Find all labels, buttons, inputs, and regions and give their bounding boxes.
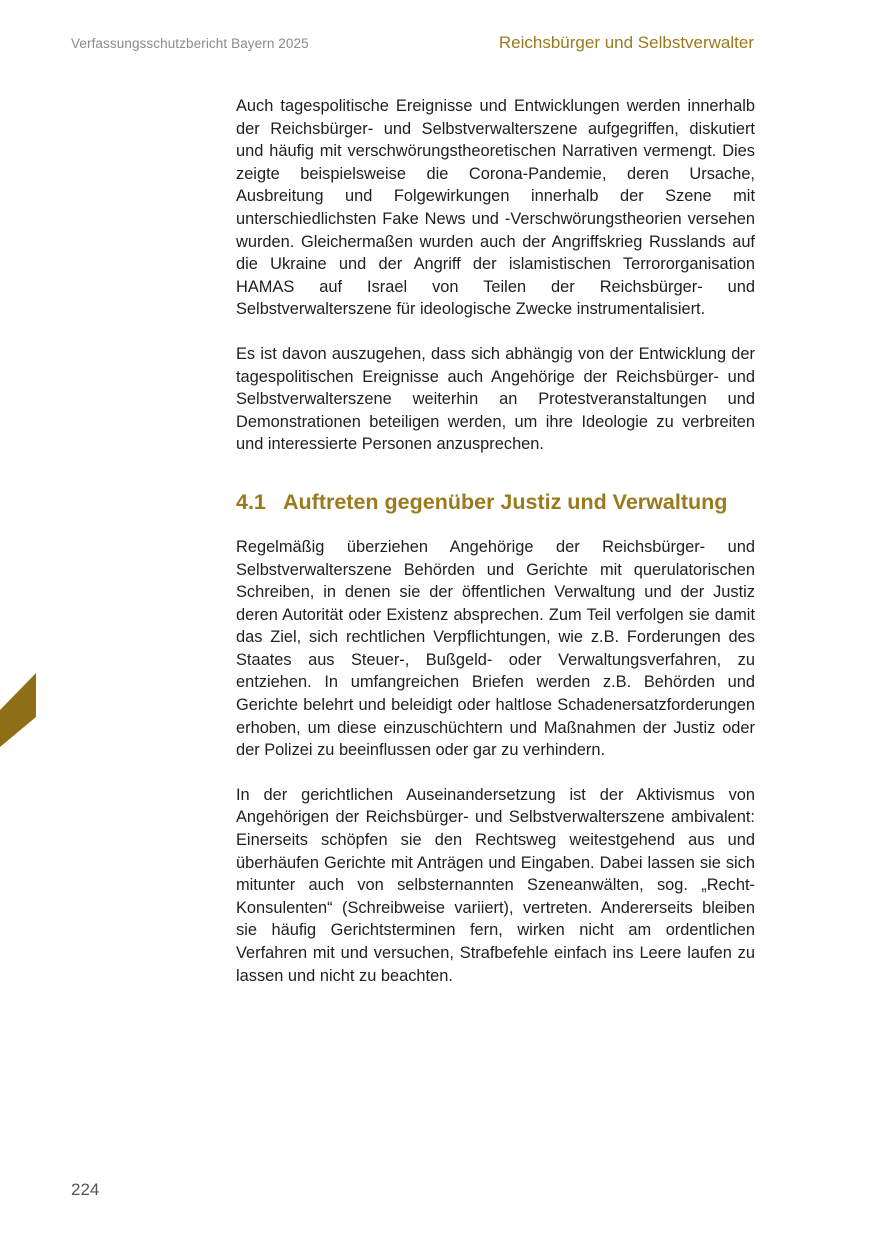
body-paragraph: Regelmäßig überziehen Angehörige der Reichsbürger- und Selbstverwalterszene Behörden und Gerichte mit querulatorischen Schreiben, in denen sie der öffentlichen Verwaltung und der Justiz deren Autorität oder Existenz absprechen. Zum Teil verfolgen sie damit das Ziel, sich rechtlichen Verpflichtungen, wie z.B. Forderungen des Staates aus Steuer-, Bußgeld- oder Verwaltungsverfahren, zu entziehen. In umfangreichen Briefen werden z.B. Behörden und Gerichte belehrt und beleidigt oder haltlose Schadenersatzforderungen erhoben, um diese einzuschüchtern und Maßnahmen der Justiz oder der Polizei zu beeinflussen oder gar zu verhindern. — [236, 537, 755, 760]
page-number: 224 — [71, 1180, 100, 1199]
section-title: Auftreten gegenüber Justiz und Verwaltung — [283, 489, 728, 514]
chapter-tab-marker — [0, 673, 36, 747]
body-paragraph: Auch tagespolitische Ereignisse und Entwicklungen werden innerhalb der Reichsbürger- und Selbstverwalterszene aufgegriffen, diskutiert und häufig mit verschwörungstheoretischen Narrativen vermengt. Dies zeigte beispielsweise die Corona-Pandemie, deren Ursache, Ausbreitung und Folgewirkungen innerhalb der Szene mit unterschiedlichsten Fake News und -Verschwörungstheorien versehen wurden. Gleichermaßen wurden auch der Angriffskrieg Russlands auf die Ukraine und der Angriff der islamistischen Terrororganisation HAMAS auf Israel von Teilen der Reichsbürger- und Selbstverwalterszene für ideologische Zwecke instrumentalisiert. — [236, 97, 755, 319]
section-number: 4.1 — [236, 489, 266, 514]
running-header-chapter: Reichsbürger und Selbstverwalter — [498, 33, 754, 52]
body-paragraph: Es ist davon auszugehen, dass sich abhängig von der Entwicklung der tagespolitischen Ereignisse auch Angehörige der Reichsbürger- und Selbstverwalterszene weiterhin an Protestveranstaltungen und Demonstrationen beteiligen werden, um ihre Ideologie zu verbreiten und interessierte Personen anzusprechen. — [236, 344, 755, 454]
section-heading — [236, 488, 755, 516]
body-paragraph: In der gerichtlichen Auseinandersetzung ist der Aktivismus von Angehörigen der Reichsbürger- und Selbstverwalterszene ambivalent: Einerseits schöpfen sie den Rechtsweg weitestgehend aus und überhäufen Gerichte mit Anträgen und Eingaben. Dabei lassen sie sich mitunter auch von selbsternannten Szeneanwälten, sog. „Recht-Konsulenten“ (Schreibweise variiert), vertreten. Andererseits bleiben sie häufig Gerichtsterminen fern, wirken nicht am ordentlichen Verfahren mit und versuchen, Strafbefehle einfach ins Leere laufen zu lassen und nicht zu beachten. — [236, 785, 755, 985]
main-content — [236, 95, 755, 1009]
running-header-publication: Verfassungsschutzbericht Bayern 2025 — [71, 36, 309, 51]
